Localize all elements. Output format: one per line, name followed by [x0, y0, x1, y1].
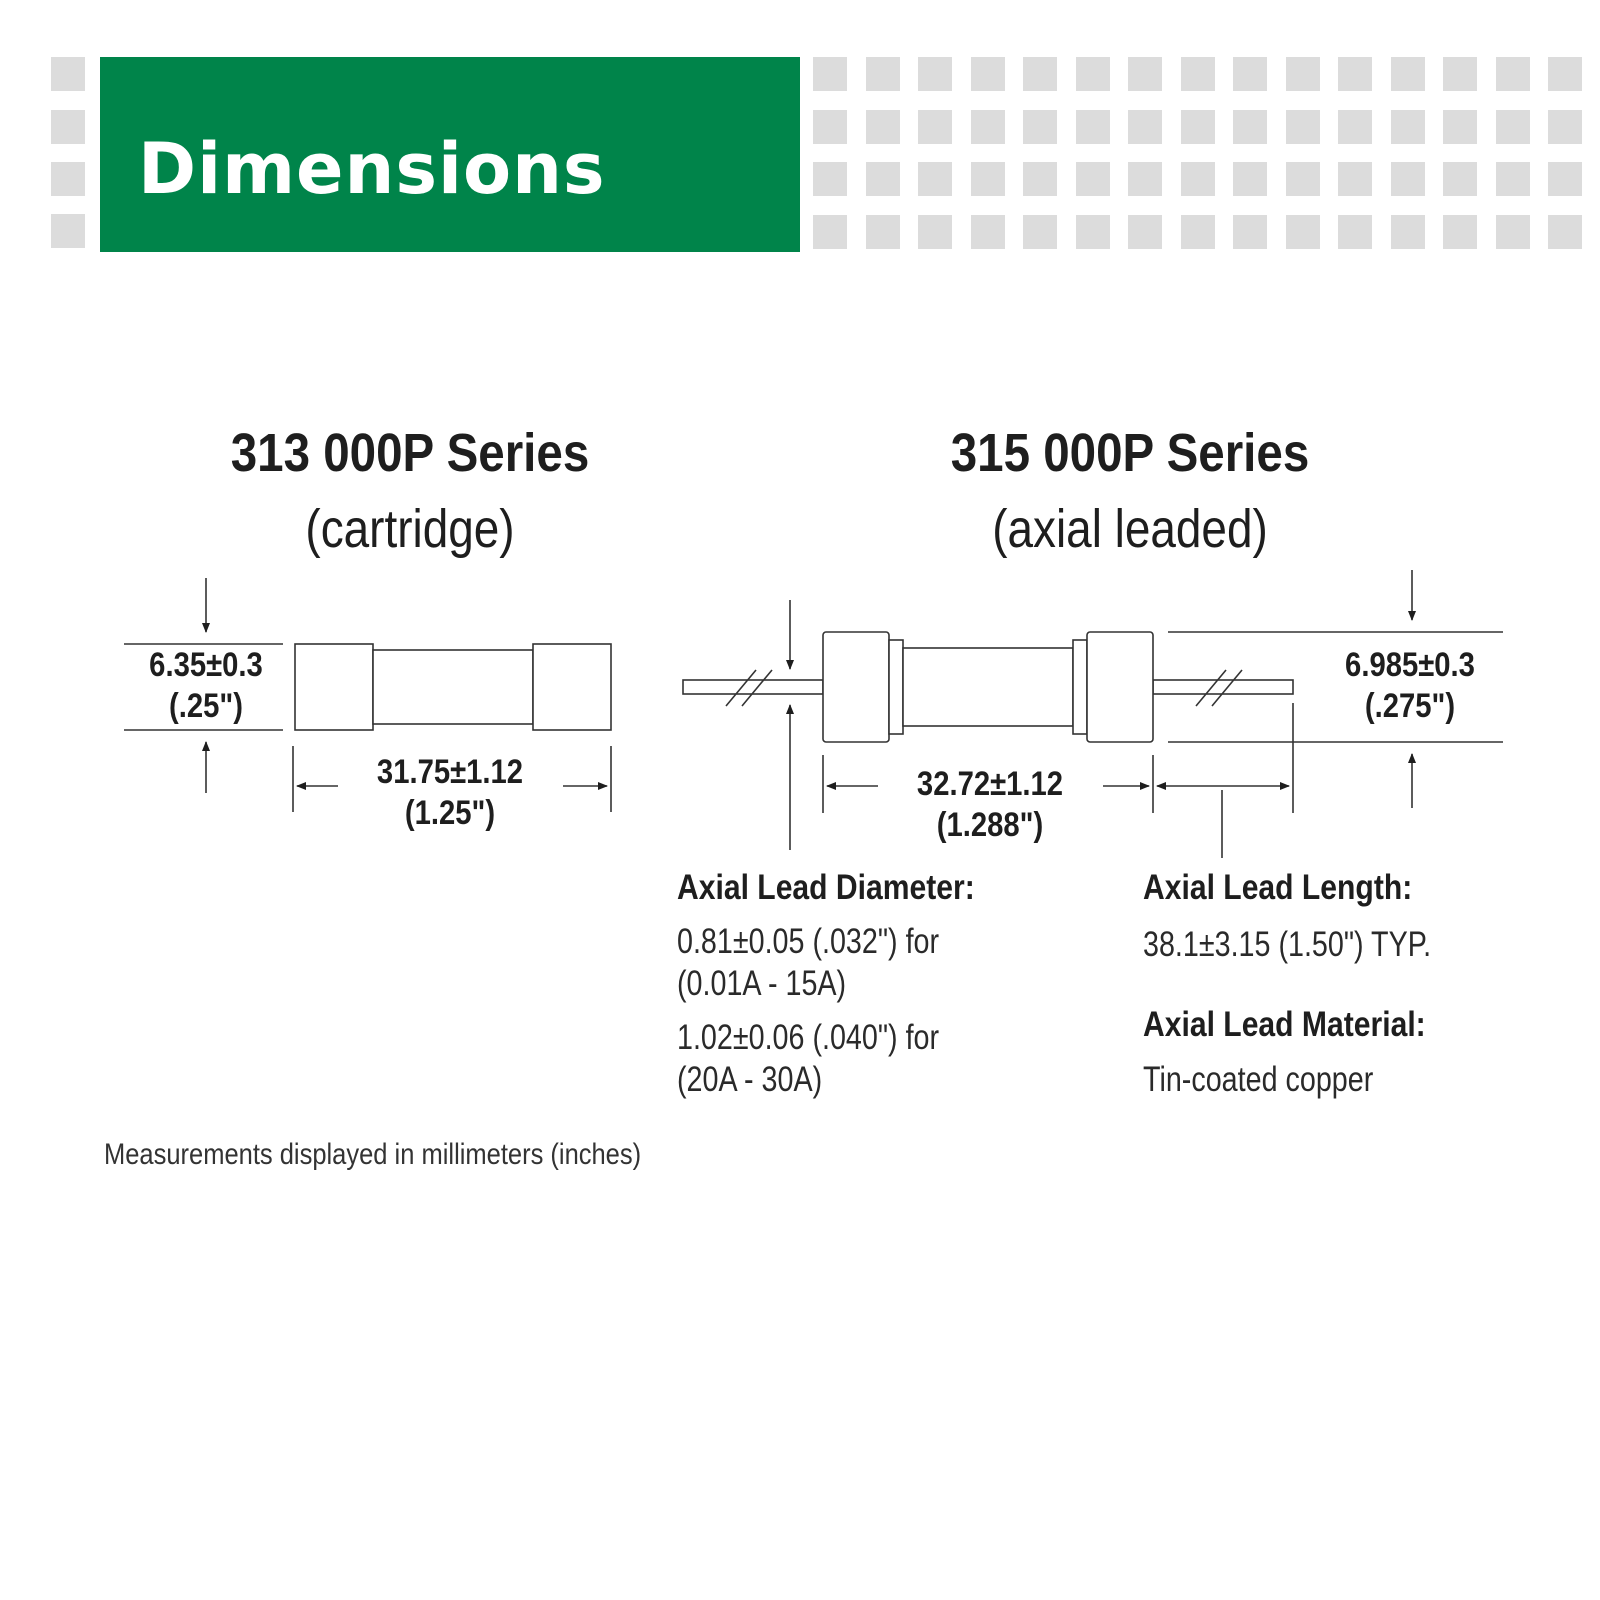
cartridge-length-mm: 31.75±1.12 — [376, 753, 524, 791]
cartridge-end-cap-left — [295, 644, 373, 730]
lead-length-heading: Axial Lead Length: — [1143, 868, 1413, 907]
lead-diameter-line4: (20A - 30A) — [677, 1060, 823, 1099]
cartridge-diameter-mm: 6.35±0.3 — [149, 646, 263, 684]
lead-material-value: Tin-coated copper — [1143, 1060, 1374, 1099]
axial-body — [903, 648, 1073, 726]
lead-diameter-line1: 0.81±0.05 (.032") for — [677, 922, 940, 961]
axial-diameter-mm: 6.985±0.3 — [1345, 646, 1475, 684]
axial-end-cap-left — [823, 632, 889, 742]
lead-diameter-line2: (0.01A - 15A) — [677, 964, 847, 1003]
axial-series-title: 315 000P Series — [950, 423, 1310, 483]
axial-diameter-in: (.275") — [1364, 687, 1456, 725]
lead-diameter-heading: Axial Lead Diameter: — [677, 868, 975, 907]
axial-series-subtitle: (axial leaded) — [992, 499, 1268, 559]
cartridge-length-in: (1.25") — [404, 794, 496, 832]
cartridge-diameter-in: (.25") — [169, 687, 243, 725]
axial-length-mm: 32.72±1.12 — [916, 765, 1064, 803]
lead-material-heading: Axial Lead Material: — [1143, 1005, 1426, 1044]
page-title: Dimensions — [138, 128, 606, 210]
lead-length-value: 38.1±3.15 (1.50") TYP. — [1143, 925, 1432, 964]
measurement-footnote: Measurements displayed in millimeters (inches) — [104, 1138, 642, 1171]
lead-diameter-line3: 1.02±0.06 (.040") for — [677, 1018, 940, 1057]
cartridge-series-subtitle: (cartridge) — [305, 499, 515, 559]
cartridge-end-cap-right — [533, 644, 611, 730]
cartridge-body — [373, 650, 533, 724]
axial-length-in: (1.288") — [936, 806, 1044, 844]
cartridge-series-title: 313 000P Series — [230, 423, 590, 483]
axial-end-cap-right — [1087, 632, 1153, 742]
